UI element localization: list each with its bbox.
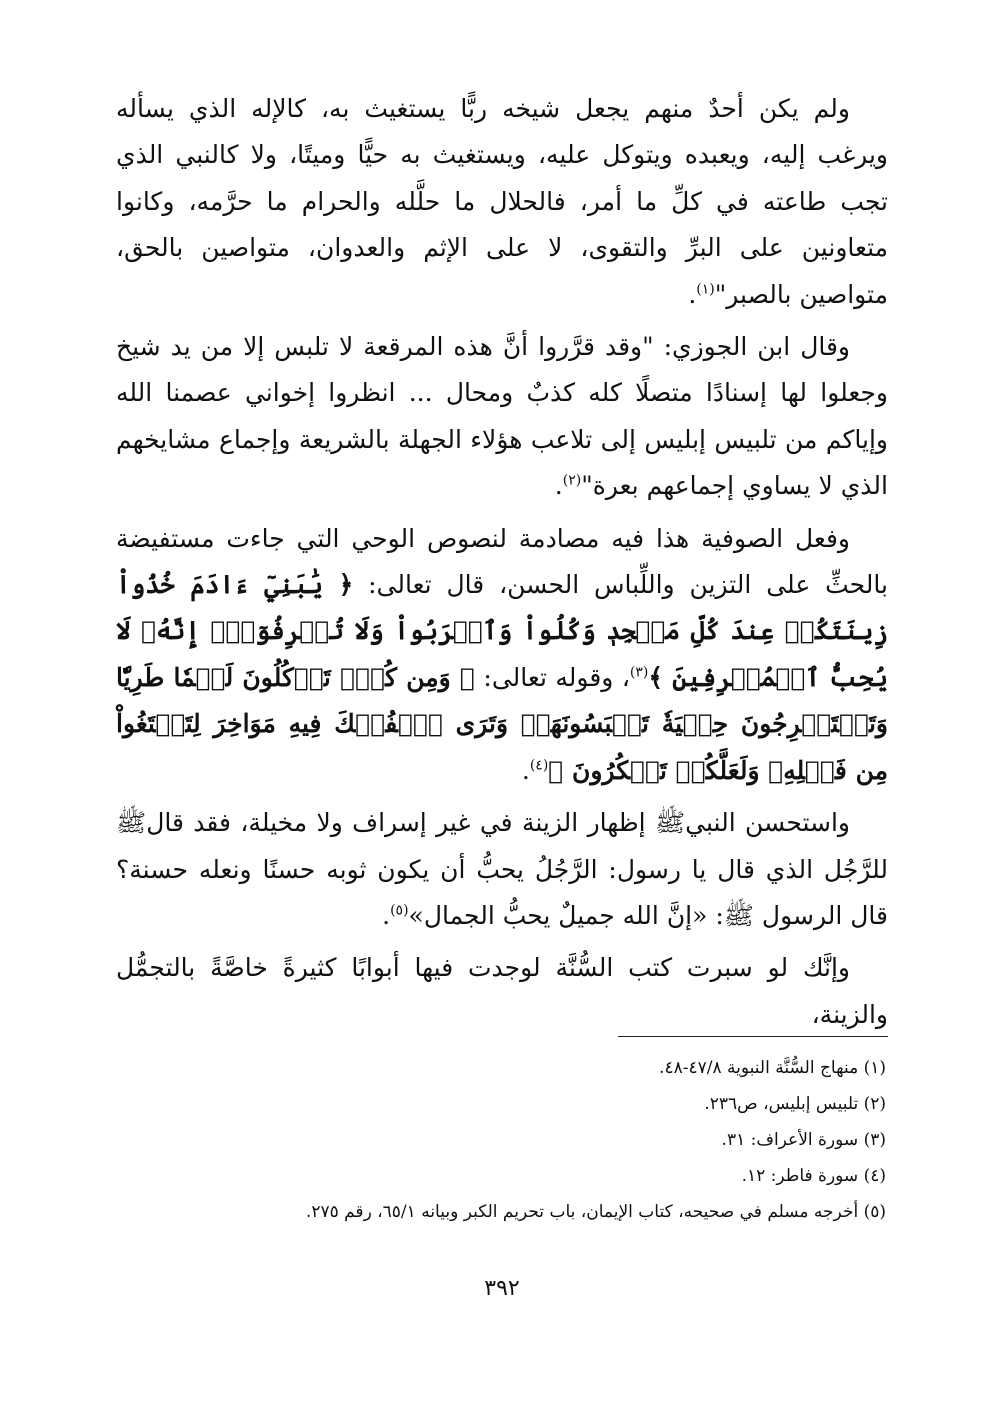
footnote-1: (١) منهاج السُّنَّة النبوية ٤٧/٨-٤٨. [659,1058,886,1078]
paragraph-2 [116,324,888,510]
footnote-ref-3[interactable]: (٣) [629,664,649,681]
paragraph-2-tail: . [554,471,563,501]
paragraph-3-text-a: وفعل الصوفية هذا فيه مصادمة لنصوص الوحي التي جاءت مستفيضة بالحثِّ على التزين واللِّباس الحسن، قال تعالى: [116,523,888,600]
paragraph-3 [116,516,888,794]
footnote-3: (٣) سورة الأعراف: ٣١. [721,1130,886,1150]
paragraph-3-tail: . [521,755,530,785]
paragraph-2-text: وقال ابن الجوزي: "وقد قرَّروا أنَّ هذه المرقعة لا تلبس إلا من يد شيخ وجعلوا لها إسنادًا متصلًا كله كذبٌ ومحال ... انظروا إخواني عصمنا الله وإياكم من تلبيس إبليس إلى تلاعب هؤلاء الجهلة بالشريعة وإجماع مشايخهم الذي لا يساوي إجماعهم بعرة" [116,332,888,501]
paragraph-1-tail: . [688,279,697,309]
footnote-ref-1[interactable]: (١) [696,281,715,298]
footnote-ref-4[interactable]: (٤) [529,757,549,774]
main-text [116,86,888,1038]
paragraph-4-tail: . [382,900,391,930]
paragraph-4 [116,800,888,939]
footnote-ref-2[interactable]: (٢) [562,472,582,489]
paragraph-1-text: ولم يكن أحدٌ منهم يجعل شيخه ربًّا يستغيث به، كالإله الذي يسأله ويرغب إليه، ويعبده ويتوكل عليه، ويستغيث به حيًّا وميتًا، ولا كالنبي الذي تجب طاعته في كلِّ ما أمر، فالحلال ما حلَّله والحرام ما حرَّمه، وكانوا متعاونين على البرِّ والتقوى، لا على الإثم والعدوان، متواصين بالحق، متواصين بالصبر" [116,94,888,309]
footnotes-list [116,1050,888,1230]
footnote-ref-5[interactable]: (٥) [390,902,409,919]
quran-verse-araf: ﴿ يَٰبَنِيٓ ءَادَمَ خُذُواْ زِينَتَكُمۡ عِندَ كُلِّ مَسۡجِدٖ وَكُلُواْ وَٱشۡرَبُواْ وَلَا تُسۡرِفُوٓاْۚ إِنَّهُۥ لَا يُحِبُّ ٱلۡمُسۡرِفِينَ ﴾ [116,570,888,692]
paragraph-5-text: وإنَّك لو سبرت كتب السُّنَّة لوجدت فيها أبوابًا كثيرةً خاصَّةً بالتجمُّل والزينة، [116,953,888,1029]
paragraph-1 [116,86,888,318]
footnote-separator [618,1036,888,1037]
footnote-2: (٢) تلبيس إبليس، ص٢٣٦. [704,1094,886,1114]
paragraph-3-text-b: ، وقوله تعالى: [474,662,630,692]
quran-verse-fatir: ﴿ وَمِن كُلّٖ تَأۡكُلُونَ لَحۡمٗا طَرِيّٗا وَتَسۡتَخۡرِجُونَ حِلۡيَةٗ تَلۡبَسُونَهَاۖ وَتَرَى ٱلۡفُلۡكَ فِيهِ مَوَاخِرَ لِتَبۡتَغُواْ مِن فَضۡلِهِۦ وَلَعَلَّكُمۡ تَشۡكُرُونَ ﴾ [116,662,888,785]
paragraph-4-text: واستحسن النبيﷺ إظهار الزينة في غير إسراف ولا مخيلة، فقد قالﷺ للرَّجُل الذي قال يا رسول: الرَّجُلُ يحبُّ أن يكون ثوبه حسنًا ونعله حسنة؟ قال الرسول ﷺ: «إنَّ الله جميلٌ يحبُّ الجمال» [116,808,888,930]
page-number: ٣٩٢ [484,1276,520,1301]
footnote-5: (٥) أخرجه مسلم في صحيحه، كتاب الإيمان، باب تحريم الكبر وبيانه ٦٥/١، رقم ٢٧٥. [305,1202,886,1222]
footnote-4: (٤) سورة فاطر: ١٢. [741,1166,886,1186]
paragraph-5 [116,945,888,1038]
